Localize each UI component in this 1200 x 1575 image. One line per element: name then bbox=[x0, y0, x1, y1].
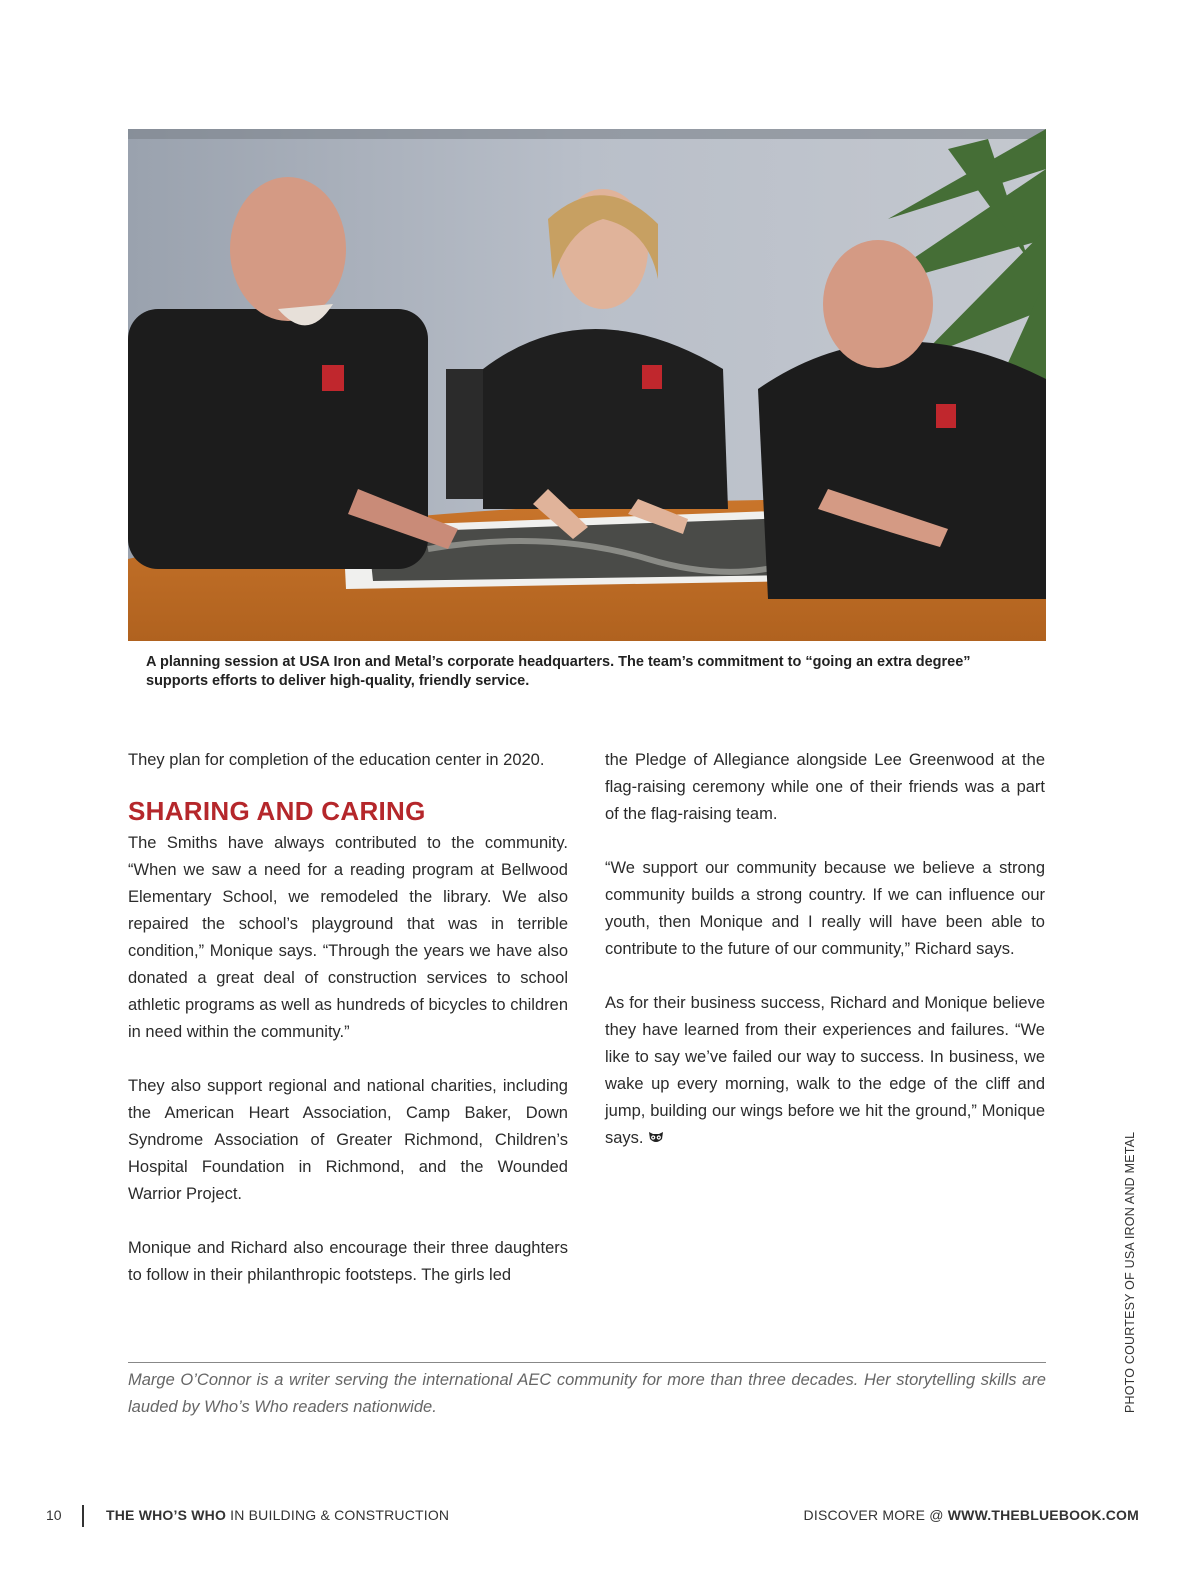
article-photo bbox=[128, 129, 1046, 641]
photo-caption: A planning session at USA Iron and Metal’s corporate headquarters. The team’s commitment to “going an extra degree” supports efforts to deliver high-quality, friendly service. bbox=[146, 654, 971, 689]
photo-credit: PHOTO COURTESY OF USA IRON AND METAL bbox=[1123, 1131, 1137, 1413]
discover-more-link[interactable] bbox=[804, 1507, 1139, 1523]
footer-divider bbox=[82, 1505, 84, 1527]
intro-paragraph: They plan for completion of the education center in 2020. bbox=[128, 751, 545, 769]
body-paragraph: the Pledge of Allegiance alongside Lee Greenwood at the flag-raising ceremony while one of their friends was a part of the flag-raising team. bbox=[605, 751, 1045, 823]
publication-title-bold: THE WHO’S WHO bbox=[106, 1507, 227, 1523]
publication-title bbox=[106, 1507, 449, 1523]
article-right-column bbox=[605, 747, 1045, 1152]
body-paragraph: The Smiths have always contributed to the community. “When we saw a need for a reading program at Bellwood Elementary School, we remodeled the library. We also repaired the school’s playground that was in terrible condition,” Monique says. “Through the years we have also donated a great deal of construction services to school athletic programs as well as hundreds of bicycles to children in need within the community.” bbox=[128, 834, 568, 1041]
publication-title-rest: IN BUILDING & CONSTRUCTION bbox=[226, 1507, 450, 1523]
website-url: WWW.THEBLUEBOOK.COM bbox=[947, 1507, 1139, 1523]
owl-end-mark-icon bbox=[648, 1131, 664, 1144]
section-heading: SHARING AND CARING bbox=[128, 796, 426, 826]
photo-illustration bbox=[128, 129, 1046, 641]
page-number: 10 bbox=[46, 1507, 62, 1523]
byline-divider bbox=[128, 1362, 1046, 1363]
body-paragraph: They also support regional and national charities, including the American Heart Association, Camp Baker, Down Syndrome Association of Greater Richmond, Children’s Hospital Foundation in Richmond, and the Wounded Warrior Project. bbox=[128, 1077, 568, 1203]
discover-prefix: DISCOVER MORE @ bbox=[803, 1507, 948, 1523]
page-footer bbox=[0, 1505, 1200, 1527]
closing-paragraph-text: As for their business success, Richard and Monique believe they have learned from their experiences and failures. “We like to say we’ve failed our way to success. In business, we wake up every morning, walk to the edge of the cliff and jump, building our wings before we hit the ground,” Monique says. bbox=[605, 994, 1045, 1147]
body-paragraph: “We support our community because we believe a strong community builds a strong country. If we can influence our youth, then Monique and I really will have been able to contribute to the future of our community,” Richard says. bbox=[605, 859, 1045, 958]
closing-paragraph bbox=[605, 990, 1045, 1152]
body-paragraph: Monique and Richard also encourage their three daughters to follow in their philanthropic footsteps. The girls led bbox=[128, 1239, 568, 1284]
article-left-column bbox=[128, 747, 568, 1289]
author-byline: Marge O’Connor is a writer serving the international AEC community for more than three decades. Her storytelling skills are lauded by Who’s Who readers nationwide. bbox=[128, 1371, 1046, 1416]
